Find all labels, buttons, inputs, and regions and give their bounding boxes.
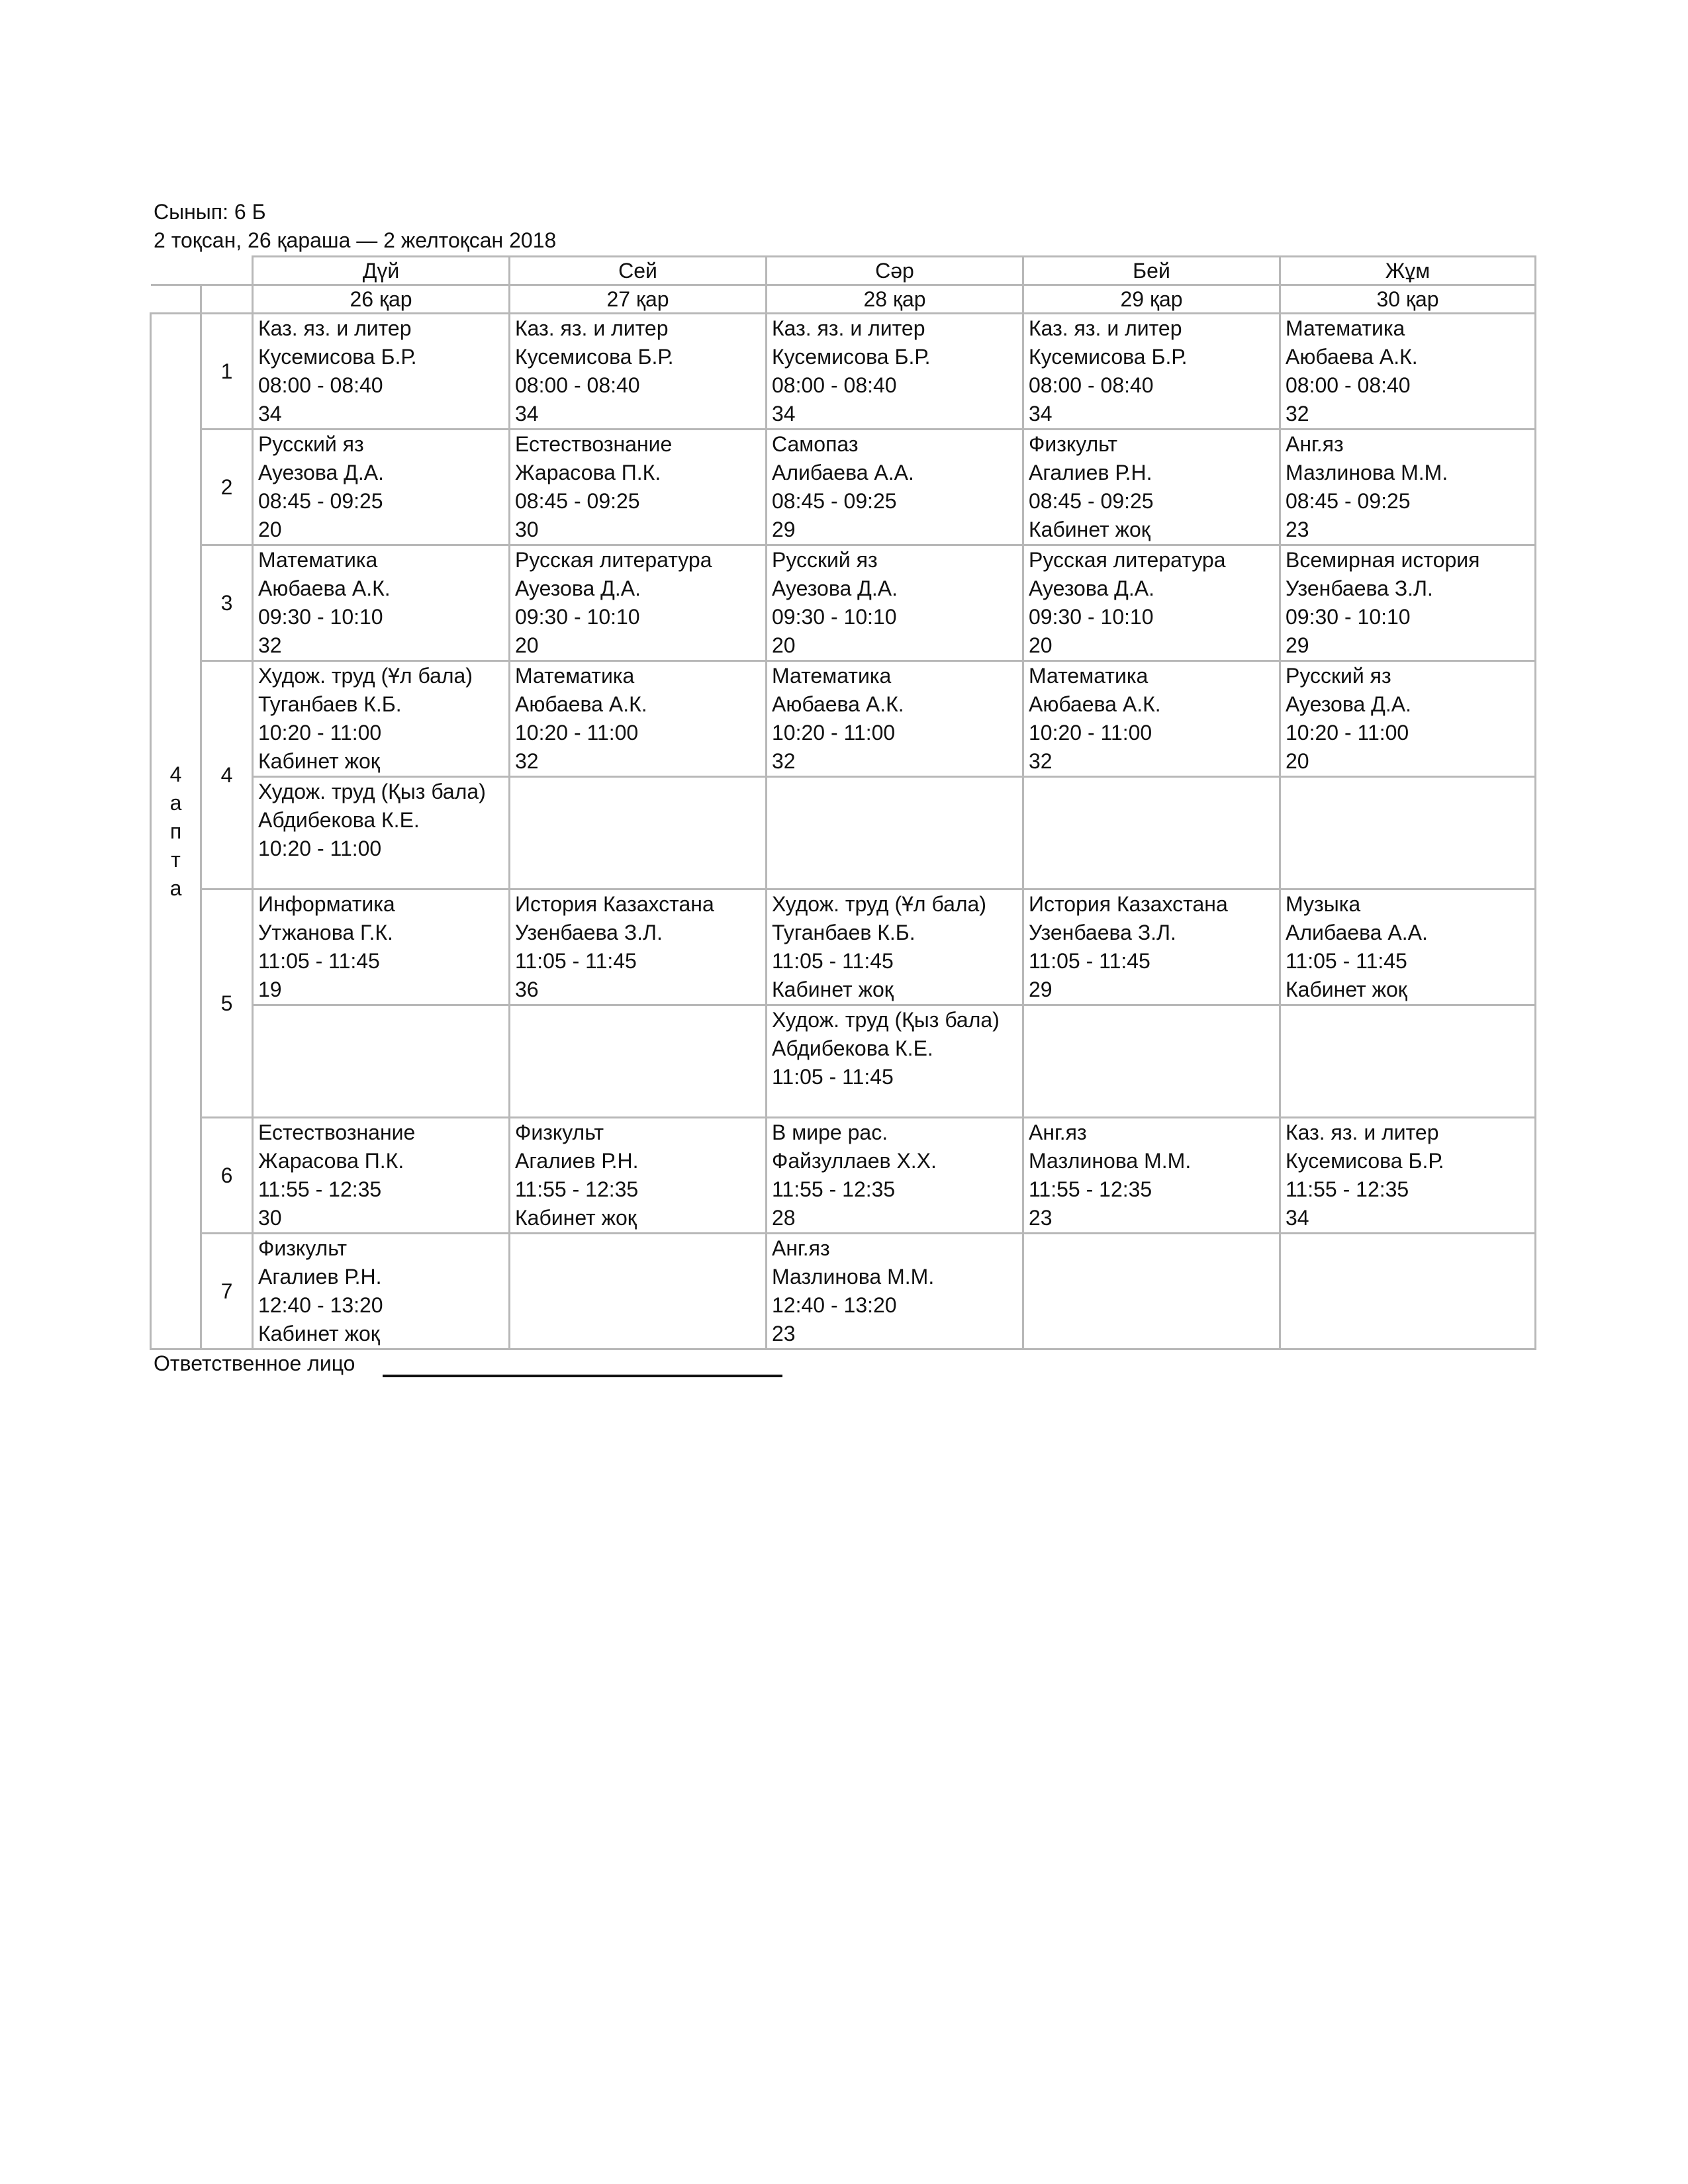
lesson-subject: Анг.яз [1286, 432, 1344, 456]
lesson-subject: Русский яз [772, 548, 878, 572]
lesson-subject: Худож. труд (Ұл бала) [772, 892, 986, 916]
day-date: 26 қар [253, 285, 510, 314]
lesson-cell [767, 430, 1023, 545]
lesson-teacher: Кусемисова Б.Р. [1286, 1149, 1444, 1173]
lesson-time: 11:05 - 11:45 [772, 1065, 894, 1089]
lesson-time: 09:30 - 10:10 [772, 605, 897, 629]
lesson-teacher: Аюбаева А.К. [258, 576, 391, 600]
responsible-person-label: Ответственное лицо [154, 1351, 355, 1375]
lesson-time: 12:40 - 13:20 [258, 1293, 383, 1317]
lesson-cell [510, 314, 767, 430]
lesson-time: 09:30 - 10:10 [1029, 605, 1154, 629]
lesson-cell [510, 430, 767, 545]
lesson-room: 23 [1029, 1206, 1053, 1230]
lesson-subject: Русский яз [1286, 664, 1391, 688]
lesson-room: 32 [772, 749, 796, 773]
lesson-cell [767, 1118, 1023, 1234]
lesson-subject: Естествознание [258, 1120, 416, 1144]
lesson-subject: Каз. яз. и литер [1029, 316, 1182, 340]
lesson-room: 20 [515, 633, 539, 657]
lesson-subject: Анг.яз [1029, 1120, 1087, 1144]
lesson-teacher: Жарасова П.К. [258, 1149, 404, 1173]
empty-cell [1280, 1005, 1536, 1118]
lesson-room: 34 [258, 402, 282, 426]
period-row [151, 430, 1536, 545]
lesson-teacher: Ауезова Д.А. [258, 461, 384, 484]
lesson-teacher: Абдибекова К.Е. [258, 808, 420, 832]
period-row [151, 1234, 1536, 1349]
empty-cell [1023, 1234, 1280, 1349]
lesson-cell [1280, 545, 1536, 661]
lesson-cell [1023, 661, 1280, 777]
lesson-cell [767, 314, 1023, 430]
lesson-subject: Каз. яз. и литер [258, 316, 412, 340]
lesson-cell [253, 545, 510, 661]
period-corner [201, 285, 253, 314]
lesson-subject: Каз. яз. и литер [772, 316, 925, 340]
lesson-teacher: Узенбаева З.Л. [515, 921, 663, 944]
lesson-cell [510, 889, 767, 1005]
period-label: 2 тоқсан, 26 қараша — 2 желтоқсан 2018 [154, 228, 557, 252]
lesson-cell [1023, 314, 1280, 430]
period-number: 3 [201, 545, 253, 661]
lesson-subject: Математика [772, 664, 892, 688]
lesson-teacher: Ауезова Д.А. [515, 576, 641, 600]
lesson-subject: Математика [1029, 664, 1149, 688]
empty-cell [510, 1005, 767, 1118]
lesson-time: 08:00 - 08:40 [772, 373, 897, 397]
lesson-room: Кабинет жоқ [515, 1206, 637, 1230]
lesson-subject: Каз. яз. и литер [1286, 1120, 1439, 1144]
lesson-subject: Всемирная история [1286, 548, 1480, 572]
lesson-teacher: Аюбаева А.К. [772, 692, 904, 716]
lesson-teacher: Узенбаева З.Л. [1029, 921, 1176, 944]
period-row [151, 314, 1536, 430]
lesson-subject: Математика [1286, 316, 1405, 340]
lesson-cell [253, 314, 510, 430]
lesson-room: 20 [258, 518, 282, 541]
lesson-room: 20 [772, 633, 796, 657]
lesson-cell [1280, 314, 1536, 430]
lesson-time: 11:05 - 11:45 [772, 949, 894, 973]
lesson-time: 12:40 - 13:20 [772, 1293, 897, 1317]
lesson-subject: Русский яз [258, 432, 364, 456]
lesson-teacher: Ауезова Д.А. [772, 576, 898, 600]
lesson-room: 34 [1286, 1206, 1309, 1230]
lesson-cell [1023, 889, 1280, 1005]
lesson-room: Кабинет жоқ [1029, 518, 1150, 541]
lesson-cell [510, 661, 767, 777]
lesson-room: 29 [1029, 978, 1053, 1001]
period-number: 5 [201, 889, 253, 1118]
lesson-room: Кабинет жоқ [772, 978, 894, 1001]
lesson-cell [1023, 1118, 1280, 1234]
lesson-time: 09:30 - 10:10 [258, 605, 383, 629]
lesson-time: 10:20 - 11:00 [258, 721, 382, 745]
lesson-cell [510, 1118, 767, 1234]
lesson-teacher: Алибаева А.А. [1286, 921, 1428, 944]
day-name: Сей [510, 257, 767, 285]
lesson-cell [1280, 1118, 1536, 1234]
period-row [151, 777, 1536, 889]
lesson-room: 19 [258, 978, 282, 1001]
lesson-teacher: Жарасова П.К. [515, 461, 661, 484]
period-number: 7 [201, 1234, 253, 1349]
lesson-subject: Русская литература [1029, 548, 1226, 572]
lesson-cell [1280, 661, 1536, 777]
lesson-room: 30 [258, 1206, 282, 1230]
lesson-teacher: Кусемисова Б.Р. [258, 345, 417, 369]
lesson-teacher: Ауезова Д.А. [1286, 692, 1411, 716]
lesson-teacher: Агалиев Р.Н. [1029, 461, 1152, 484]
lesson-cell [1280, 430, 1536, 545]
lesson-subject: Худож. труд (Ұл бала) [258, 664, 473, 688]
signature-line[interactable] [383, 1375, 782, 1377]
lesson-subject: Естествознание [515, 432, 673, 456]
empty-cell [767, 777, 1023, 889]
lesson-time: 11:55 - 12:35 [1029, 1177, 1152, 1201]
lesson-cell [253, 777, 510, 889]
lesson-subject: Каз. яз. и литер [515, 316, 669, 340]
lesson-room: 36 [515, 978, 539, 1001]
empty-cell [1280, 777, 1536, 889]
lesson-subject: История Казахстана [515, 892, 714, 916]
period-number: 6 [201, 1118, 253, 1234]
lesson-time: 11:05 - 11:45 [1029, 949, 1150, 973]
week-label [151, 314, 201, 1349]
lesson-cell [253, 1118, 510, 1234]
period-row [151, 1118, 1536, 1234]
lesson-time: 08:45 - 09:25 [515, 489, 640, 513]
lesson-room: 29 [772, 518, 796, 541]
lesson-subject: Самопаз [772, 432, 859, 456]
empty-cell [510, 1234, 767, 1349]
lesson-subject: Худож. труд (Қыз бала) [258, 780, 486, 803]
lesson-room: 23 [772, 1322, 796, 1345]
empty-cell [510, 777, 767, 889]
lesson-teacher: Агалиев Р.Н. [515, 1149, 639, 1173]
lesson-subject: Математика [258, 548, 378, 572]
lesson-room: 34 [772, 402, 796, 426]
lesson-subject: Анг.яз [772, 1236, 830, 1260]
lesson-cell [253, 661, 510, 777]
lesson-teacher: Аюбаева А.К. [515, 692, 647, 716]
lesson-subject: Физкульт [258, 1236, 348, 1260]
timetable [150, 255, 1536, 1350]
period-number: 1 [201, 314, 253, 430]
lesson-time: 10:20 - 11:00 [1029, 721, 1152, 745]
lesson-cell [253, 1234, 510, 1349]
lesson-cell [253, 889, 510, 1005]
lesson-room: 32 [258, 633, 282, 657]
lesson-time: 08:00 - 08:40 [1286, 373, 1411, 397]
period-row [151, 889, 1536, 1005]
lesson-time: 08:45 - 09:25 [1286, 489, 1411, 513]
lesson-room: 20 [1286, 749, 1309, 773]
lesson-time: 11:55 - 12:35 [258, 1177, 382, 1201]
lesson-time: 11:55 - 12:35 [772, 1177, 896, 1201]
lesson-time: 08:00 - 08:40 [1029, 373, 1154, 397]
lesson-time: 11:05 - 11:45 [258, 949, 380, 973]
lesson-time: 08:45 - 09:25 [772, 489, 897, 513]
lesson-teacher: Кусемисова Б.Р. [1029, 345, 1188, 369]
lesson-subject: Информатика [258, 892, 395, 916]
week-label-text: 4 апта [169, 762, 182, 900]
lesson-cell [1280, 889, 1536, 1005]
period-number: 2 [201, 430, 253, 545]
lesson-room: Кабинет жоқ [258, 1322, 380, 1345]
lesson-cell [510, 545, 767, 661]
period-number: 4 [201, 661, 253, 889]
day-date: 27 қар [510, 285, 767, 314]
lesson-teacher: Узенбаева З.Л. [1286, 576, 1433, 600]
lesson-cell [767, 545, 1023, 661]
lesson-cell [767, 889, 1023, 1005]
lesson-teacher: Туганбаев К.Б. [772, 921, 915, 944]
lesson-time: 09:30 - 10:10 [1286, 605, 1411, 629]
empty-cell [1023, 777, 1280, 889]
lesson-time: 08:00 - 08:40 [515, 373, 640, 397]
lesson-subject: В мире рас. [772, 1120, 888, 1144]
lesson-teacher: Алибаева А.А. [772, 461, 914, 484]
day-names-row [151, 257, 1536, 285]
class-label: Сынып: 6 Б [154, 200, 266, 224]
lesson-time: 08:00 - 08:40 [258, 373, 383, 397]
lesson-subject: Худож. труд (Қыз бала) [772, 1008, 1000, 1032]
lesson-subject: История Казахстана [1029, 892, 1228, 916]
empty-cell [1023, 1005, 1280, 1118]
empty-cell [1280, 1234, 1536, 1349]
lesson-cell [767, 1005, 1023, 1118]
period-row [151, 545, 1536, 661]
lesson-time: 11:55 - 12:35 [515, 1177, 639, 1201]
day-name: Жұм [1280, 257, 1536, 285]
day-name: Сәр [767, 257, 1023, 285]
lesson-room: 32 [1029, 749, 1053, 773]
day-date: 30 қар [1280, 285, 1536, 314]
lesson-subject: Физкульт [1029, 432, 1118, 456]
lesson-time: 10:20 - 11:00 [515, 721, 639, 745]
period-row [151, 1005, 1536, 1118]
lesson-subject: Физкульт [515, 1120, 604, 1144]
lesson-room: 20 [1029, 633, 1053, 657]
lesson-teacher: Файзуллаев Х.Х. [772, 1149, 937, 1173]
lesson-room: 30 [515, 518, 539, 541]
day-name: Дүй [253, 257, 510, 285]
lesson-subject: Математика [515, 664, 635, 688]
lesson-subject: Музыка [1286, 892, 1361, 916]
lesson-room: Кабинет жоқ [258, 749, 380, 773]
lesson-teacher: Мазлинова М.М. [1029, 1149, 1192, 1173]
lesson-teacher: Аюбаева А.К. [1286, 345, 1418, 369]
lesson-time: 10:20 - 11:00 [1286, 721, 1409, 745]
lesson-time: 11:05 - 11:45 [515, 949, 637, 973]
lesson-teacher: Аюбаева А.К. [1029, 692, 1161, 716]
lesson-cell [767, 661, 1023, 777]
day-dates-row [151, 285, 1536, 314]
lesson-subject: Русская литература [515, 548, 712, 572]
lesson-cell [1023, 430, 1280, 545]
lesson-time: 11:55 - 12:35 [1286, 1177, 1409, 1201]
lesson-time: 09:30 - 10:10 [515, 605, 640, 629]
lesson-teacher: Ауезова Д.А. [1029, 576, 1154, 600]
empty-cell [253, 1005, 510, 1118]
day-date: 29 қар [1023, 285, 1280, 314]
lesson-room: 32 [1286, 402, 1309, 426]
header-corner [151, 257, 253, 285]
day-name: Бей [1023, 257, 1280, 285]
lesson-room: 28 [772, 1206, 796, 1230]
lesson-teacher: Мазлинова М.М. [1286, 461, 1448, 484]
lesson-time: 08:45 - 09:25 [258, 489, 383, 513]
lesson-time: 11:05 - 11:45 [1286, 949, 1407, 973]
lesson-teacher: Утжанова Г.К. [258, 921, 393, 944]
lesson-cell [253, 430, 510, 545]
day-date: 28 қар [767, 285, 1023, 314]
lesson-teacher: Агалиев Р.Н. [258, 1265, 382, 1289]
lesson-teacher: Мазлинова М.М. [772, 1265, 935, 1289]
lesson-cell [767, 1234, 1023, 1349]
lesson-teacher: Кусемисова Б.Р. [772, 345, 931, 369]
period-row [151, 661, 1536, 777]
lesson-teacher: Абдибекова К.Е. [772, 1036, 933, 1060]
lesson-room: Кабинет жоқ [1286, 978, 1407, 1001]
lesson-teacher: Кусемисова Б.Р. [515, 345, 674, 369]
lesson-room: 34 [1029, 402, 1053, 426]
week-corner [151, 285, 201, 314]
lesson-room: 34 [515, 402, 539, 426]
lesson-time: 10:20 - 11:00 [258, 837, 382, 860]
lesson-room: 32 [515, 749, 539, 773]
lesson-time: 08:45 - 09:25 [1029, 489, 1154, 513]
lesson-room: 29 [1286, 633, 1309, 657]
lesson-room: 23 [1286, 518, 1309, 541]
lesson-cell [1023, 545, 1280, 661]
lesson-time: 10:20 - 11:00 [772, 721, 896, 745]
lesson-teacher: Туганбаев К.Б. [258, 692, 402, 716]
